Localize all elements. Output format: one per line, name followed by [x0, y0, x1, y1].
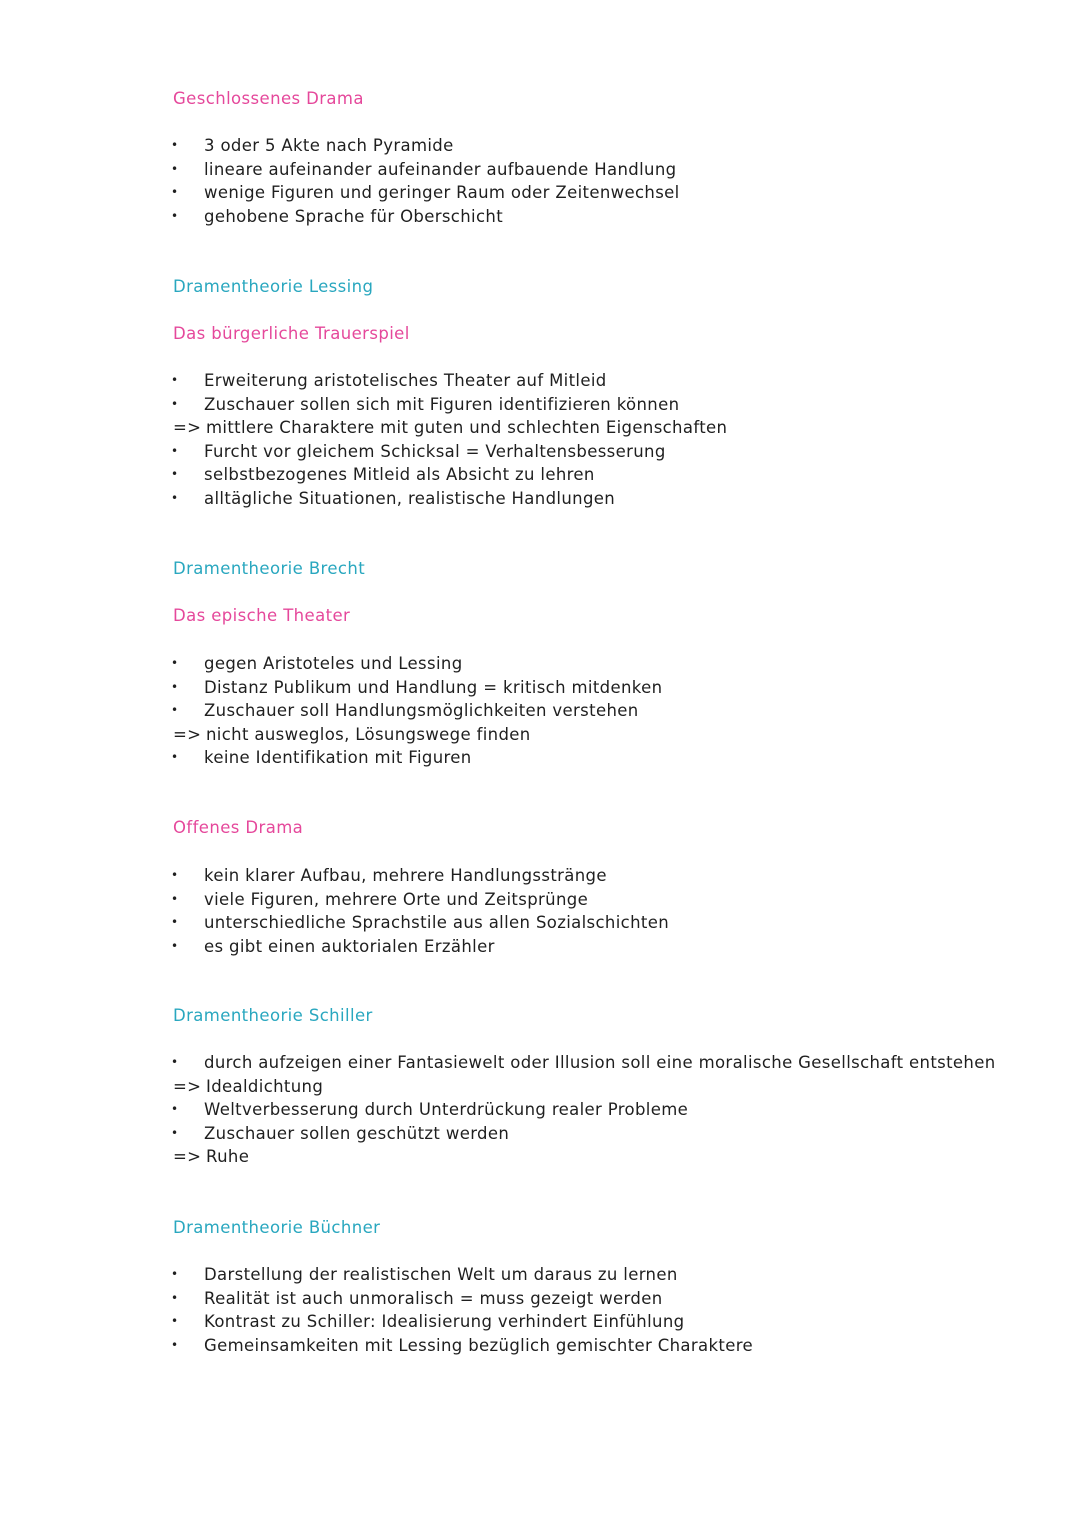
- list-item-text: viele Figuren, mehrere Orte und Zeitsprünge: [204, 889, 589, 909]
- list-item-text: Zuschauer sollen sich mit Figuren identifizieren können: [204, 394, 680, 414]
- bullet-marker: •: [171, 467, 179, 481]
- list-item-text: nicht ausweglos, Lösungswege finden: [206, 724, 531, 744]
- bullet-marker: •: [171, 679, 179, 694]
- list-item: [0, 1310, 1080, 1334]
- list-item-text: mittlere Charaktere mit guten und schlechten Eigenschaften: [206, 418, 728, 437]
- bullet-marker: •: [171, 750, 179, 764]
- list-item-text: Zuschauer soll Handlungsmöglichkeiten verstehen: [204, 701, 639, 720]
- heading-dramentheorie-buechner: Dramentheorie Büchner: [173, 1218, 381, 1237]
- list-item: [0, 911, 1080, 935]
- list-item-text: gehobene Sprache für Oberschicht: [204, 206, 504, 226]
- list-item-text: alltägliche Situationen, realistische Handlungen: [204, 488, 616, 508]
- list-item: [0, 463, 1080, 487]
- list-item: [0, 205, 1080, 229]
- list-item-text: kein klarer Aufbau, mehrere Handlungsstränge: [204, 866, 607, 885]
- bullet-marker: •: [171, 1125, 179, 1140]
- list-lessing: [0, 369, 1080, 510]
- arrow-marker: =>: [173, 724, 202, 744]
- list-item-text: lineare aufeinander aufeinander aufbauende Handlung: [204, 159, 677, 179]
- bullet-marker: •: [171, 373, 179, 387]
- list-item: [0, 1145, 1080, 1169]
- list-item: [0, 440, 1080, 464]
- list-item-text: selbstbezogenes Mitleid als Absicht zu lehren: [204, 465, 595, 484]
- bullet-marker: •: [171, 185, 179, 199]
- list-item-text: wenige Figuren und geringer Raum oder Zeitenwechsel: [204, 183, 680, 202]
- list-item: [0, 746, 1080, 770]
- list-item-text: Furcht vor gleichem Schicksal = Verhaltensbesserung: [204, 441, 666, 461]
- list-item: [0, 416, 1080, 440]
- list-item: [0, 1098, 1080, 1122]
- list-item: [0, 1051, 1080, 1075]
- bullet-marker: •: [171, 161, 179, 176]
- arrow-marker: =>: [173, 1076, 202, 1096]
- list-item: [0, 1287, 1080, 1311]
- list-item-text: Darstellung der realistischen Welt um daraus zu lernen: [204, 1265, 678, 1284]
- list-item-text: durch aufzeigen einer Fantasiewelt oder Illusion soll eine moralische Gesellschaft entstehen: [204, 1053, 996, 1072]
- bullet-marker: •: [171, 396, 179, 411]
- heading-offenes-drama: Offenes Drama: [173, 818, 304, 837]
- list-item-text: Erweiterung aristotelisches Theater auf Mitleid: [204, 371, 607, 390]
- list-item: [0, 1122, 1080, 1146]
- list-buechner: [0, 1263, 1080, 1357]
- list-item-text: unterschiedliche Sprachstile aus allen Sozialschichten: [204, 913, 670, 932]
- bullet-marker: •: [171, 1290, 179, 1305]
- list-brecht: [0, 652, 1080, 770]
- list-item: [0, 699, 1080, 723]
- list-item-text: Zuschauer sollen geschützt werden: [204, 1123, 510, 1143]
- list-item: [0, 1075, 1080, 1099]
- list-item-text: Ruhe: [206, 1147, 250, 1166]
- list-item: [0, 369, 1080, 393]
- bullet-marker: •: [171, 938, 179, 953]
- list-item-text: Idealdichtung: [206, 1076, 324, 1096]
- list-offenes-drama: [0, 864, 1080, 958]
- list-item: [0, 723, 1080, 747]
- bullet-marker: •: [171, 1337, 179, 1352]
- bullet-marker: •: [171, 490, 179, 505]
- bullet-marker: •: [171, 868, 179, 882]
- list-item: [0, 158, 1080, 182]
- list-item: [0, 676, 1080, 700]
- bullet-marker: •: [171, 891, 179, 906]
- arrow-marker: =>: [173, 418, 202, 437]
- bullet-marker: •: [171, 138, 179, 152]
- list-item: [0, 888, 1080, 912]
- heading-geschlossenes-drama: Geschlossenes Drama: [173, 89, 364, 108]
- list-item: [0, 652, 1080, 676]
- bullet-marker: •: [171, 1055, 179, 1069]
- list-item-text: 3 oder 5 Akte nach Pyramide: [204, 136, 454, 155]
- list-item: [0, 181, 1080, 205]
- heading-dramentheorie-lessing: Dramentheorie Lessing: [173, 277, 374, 296]
- list-item-text: es gibt einen auktorialen Erzähler: [204, 936, 495, 956]
- heading-dramentheorie-brecht: Dramentheorie Brecht: [173, 559, 366, 578]
- arrow-marker: =>: [173, 1147, 202, 1166]
- list-schiller: [0, 1051, 1080, 1169]
- bullet-marker: •: [171, 703, 179, 717]
- list-item-text: gegen Aristoteles und Lessing: [204, 654, 463, 673]
- list-item: [0, 487, 1080, 511]
- list-item-text: keine Identifikation mit Figuren: [204, 748, 472, 767]
- heading-dramentheorie-schiller: Dramentheorie Schiller: [173, 1006, 373, 1025]
- list-item: [0, 134, 1080, 158]
- list-geschlossenes-drama: [0, 134, 1080, 228]
- subheading-buergerliche-trauerspiel: Das bürgerliche Trauerspiel: [173, 324, 410, 343]
- list-item-text: Gemeinsamkeiten mit Lessing bezüglich gemischter Charaktere: [204, 1335, 753, 1355]
- bullet-marker: •: [171, 1267, 179, 1281]
- list-item: [0, 1334, 1080, 1358]
- subheading-epische-theater: Das epische Theater: [173, 606, 351, 625]
- bullet-marker: •: [171, 208, 179, 223]
- bullet-marker: •: [171, 1102, 179, 1116]
- bullet-marker: •: [171, 656, 179, 670]
- bullet-marker: •: [171, 915, 179, 929]
- bullet-marker: •: [171, 1314, 179, 1328]
- list-item-text: Distanz Publikum und Handlung = kritisch mitdenken: [204, 677, 663, 697]
- list-item-text: Weltverbesserung durch Unterdrückung realer Probleme: [204, 1100, 689, 1119]
- list-item: [0, 864, 1080, 888]
- list-item-text: Realität ist auch unmoralisch = muss gezeigt werden: [204, 1288, 663, 1308]
- bullet-marker: •: [171, 443, 179, 458]
- list-item: [0, 935, 1080, 959]
- list-item-text: Kontrast zu Schiller: Idealisierung verhindert Einfühlung: [204, 1312, 685, 1331]
- list-item: [0, 393, 1080, 417]
- list-item: [0, 1263, 1080, 1287]
